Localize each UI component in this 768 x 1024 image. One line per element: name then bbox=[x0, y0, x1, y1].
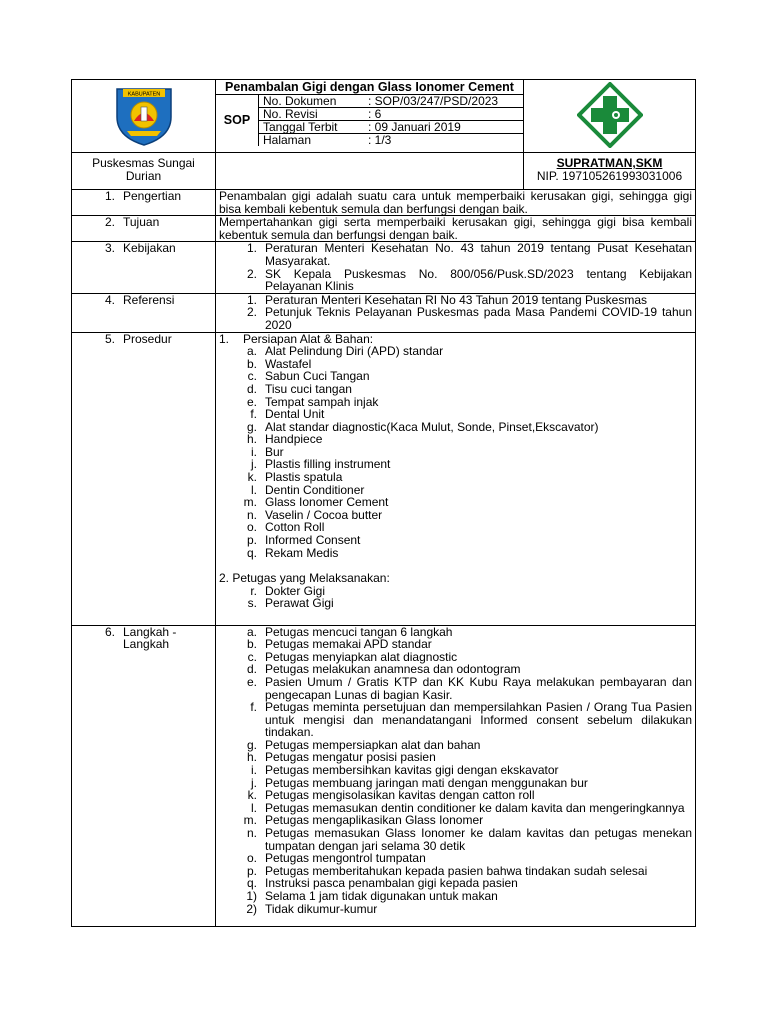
tujuan-text: Mempertahankan gigi serta memperbaiki kerusakan gigi, sehingga gigi bisa kembali kebentuk semula dan berfungsi dengan baik. bbox=[216, 216, 696, 242]
list-item bbox=[219, 827, 692, 852]
item-text: Vaselin / Cocoa butter bbox=[265, 507, 383, 522]
section-kebijakan bbox=[72, 242, 696, 293]
section-label: Kebijakan bbox=[123, 241, 176, 256]
section-referensi bbox=[72, 293, 696, 332]
item-marker: f. bbox=[250, 700, 257, 715]
section-tujuan bbox=[72, 216, 696, 242]
item-text: Bur bbox=[265, 444, 284, 459]
list-item bbox=[219, 471, 692, 484]
list-item bbox=[219, 383, 692, 396]
item-text: Tempat sampah injak bbox=[265, 394, 379, 409]
section-label: Pengertian bbox=[123, 189, 182, 203]
item-marker: f. bbox=[250, 407, 257, 422]
item-marker: d. bbox=[246, 381, 257, 396]
item-text: Instruksi pasca penambalan gigi kepada pasien bbox=[265, 876, 518, 891]
item-marker: n. bbox=[246, 826, 257, 841]
section-pengertian bbox=[72, 190, 696, 216]
meta-key: Halaman bbox=[263, 133, 312, 147]
list-item bbox=[219, 903, 692, 916]
item-marker: i. bbox=[251, 763, 257, 778]
item-text: Perawat Gigi bbox=[265, 596, 334, 611]
section-number: 5. bbox=[104, 331, 115, 346]
item-marker: k. bbox=[247, 788, 257, 803]
instruksi-list bbox=[219, 890, 692, 915]
section-prosedur bbox=[72, 332, 696, 625]
referensi-list bbox=[219, 294, 692, 332]
org-cell bbox=[72, 153, 216, 190]
item-text: Petugas memasukan Glass Ionomer ke dalam kavitas dan petugas menekan tumpatan dengan jari selama 30 detik bbox=[265, 826, 692, 853]
section-number: 6. bbox=[104, 624, 115, 639]
item-text: Petugas menyiapkan alat diagnostic bbox=[265, 649, 458, 664]
prosedur-heading-1: Persiapan Alat & Bahan: bbox=[243, 331, 374, 346]
list-item bbox=[219, 676, 692, 701]
langkah-list bbox=[219, 626, 692, 890]
header-row bbox=[72, 80, 696, 153]
item-marker: n. bbox=[246, 507, 257, 522]
document-title: Penambalan Gigi dengan Glass Ionomer Cement bbox=[216, 80, 523, 95]
item-text: Petugas meminta persetujuan dan mempersilahkan Pasien / Orang Tua Pasien untuk mengisi dan menandatangani Informed consent sebelum dilakukan tindakan. bbox=[265, 700, 692, 740]
item-marker: c. bbox=[247, 649, 257, 664]
list-item bbox=[219, 534, 692, 547]
section-label: Referensi bbox=[123, 292, 175, 307]
meta-key: No. Dokumen bbox=[263, 94, 337, 108]
item-marker: 1) bbox=[246, 889, 257, 903]
list-item bbox=[219, 496, 692, 509]
list-item bbox=[219, 408, 692, 421]
item-text: Tidak dikumur-kumur bbox=[265, 901, 378, 916]
list-item bbox=[219, 890, 692, 903]
item-text: Petugas melakukan anamnesa dan odontogram bbox=[265, 662, 521, 677]
meta-row bbox=[258, 120, 523, 133]
meta-rows bbox=[258, 95, 523, 146]
signer-nip: NIP. 197105261993031006 bbox=[536, 168, 683, 183]
item-marker: q. bbox=[246, 876, 257, 891]
section-langkah bbox=[72, 625, 696, 926]
prosedur-heading-2: 2. Petugas yang Melaksanakan: bbox=[219, 571, 390, 586]
item-text: Wastafel bbox=[265, 356, 312, 371]
item-marker: b. bbox=[246, 356, 257, 371]
item-text: Sabun Cuci Tangan bbox=[265, 369, 370, 384]
item-text: Dental Unit bbox=[265, 407, 325, 422]
item-text: Glass Ionomer Cement bbox=[265, 495, 389, 510]
item-text: Selama 1 jam tidak digunakan untuk makan bbox=[265, 889, 498, 903]
item-marker: s. bbox=[247, 596, 257, 611]
item-text: Pasien Umum / Gratis KTP dan KK Kubu Raya melakukan pembayaran dan pengecapan Lunas di bagian Kasir. bbox=[265, 674, 692, 702]
item-marker: i. bbox=[251, 444, 257, 459]
section-number: 4. bbox=[104, 292, 115, 307]
left-logo-cell bbox=[72, 80, 216, 153]
item-marker: g. bbox=[246, 419, 257, 434]
item-text: Tisu cuci tangan bbox=[265, 381, 352, 396]
meta-block bbox=[216, 95, 523, 146]
item-text: Dokter Gigi bbox=[265, 583, 326, 598]
item-text: Petugas memakai APD standar bbox=[265, 637, 432, 652]
signer-cell bbox=[524, 153, 696, 190]
item-marker: o. bbox=[246, 520, 257, 535]
item-marker: p. bbox=[246, 863, 257, 878]
section-number: 3. bbox=[104, 241, 115, 256]
item-marker: e. bbox=[246, 394, 257, 409]
item-marker: q. bbox=[246, 545, 257, 560]
meta-key: No. Revisi bbox=[263, 107, 318, 121]
item-marker: l. bbox=[251, 482, 257, 497]
title-cell bbox=[216, 80, 524, 153]
list-item bbox=[219, 764, 692, 777]
meta-value: : SOP/03/247/PSD/2023 bbox=[368, 94, 499, 108]
item-text: Plastis spatula bbox=[265, 470, 343, 485]
item-marker: m. bbox=[243, 495, 257, 510]
item-text: Petugas membersihkan kavitas gigi dengan ekskavator bbox=[265, 763, 559, 778]
org-name: Puskesmas Sungai Durian bbox=[92, 156, 195, 183]
item-text: Cotton Roll bbox=[265, 520, 325, 535]
item-text: Petugas mencuci tangan 6 langkah bbox=[265, 624, 453, 639]
item-marker: d. bbox=[246, 662, 257, 677]
list-item bbox=[219, 638, 692, 651]
meta-key: Tanggal Terbit bbox=[263, 120, 338, 134]
item-text: Petugas mengatur posisi pasien bbox=[265, 750, 436, 765]
signer-name: SUPRATMAN,SKM bbox=[556, 156, 663, 170]
sop-document bbox=[71, 79, 695, 927]
item-marker: h. bbox=[246, 432, 257, 447]
item-text: Dentin Conditioner bbox=[265, 482, 365, 497]
list-item: 2. Petunjuk Teknis Pelayanan Puskesmas pada Masa Pandemi COVID-19 tahun 2020 bbox=[246, 305, 692, 332]
puskesmas-logo bbox=[577, 82, 643, 148]
item-marker: j. bbox=[251, 457, 257, 472]
kebijakan-list bbox=[219, 242, 692, 292]
pengertian-text: Penambalan gigi adalah suatu cara untuk memperbaiki kerusakan gigi, sehingga gigi bisa kembali kebentuk semula dan berfungsi dengan baik. bbox=[216, 190, 696, 216]
list-item bbox=[219, 433, 692, 446]
item-marker: k. bbox=[247, 470, 257, 485]
section-label: Langkah - Langkah bbox=[123, 624, 177, 652]
sop-table bbox=[71, 79, 696, 927]
list-item: 1. Peraturan Menteri Kesehatan No. 43 tahun 2019 tentang Pusat Kesehatan Masyarakat. bbox=[246, 241, 692, 268]
item-text: Petugas memasukan dentin conditioner ke dalam kavita dan mengeringkannya bbox=[265, 800, 685, 815]
section-number: 2. bbox=[104, 215, 115, 230]
empty-cell bbox=[216, 153, 524, 190]
item-text: Informed Consent bbox=[265, 533, 361, 548]
section-number: 1. bbox=[104, 189, 115, 203]
item-marker: 2) bbox=[246, 901, 257, 916]
item-marker: o. bbox=[246, 851, 257, 866]
petugas-list bbox=[219, 585, 692, 610]
section-label: Prosedur bbox=[123, 331, 172, 346]
item-text: Rekam Medis bbox=[265, 545, 339, 560]
item-marker: g. bbox=[246, 737, 257, 752]
item-marker: a. bbox=[246, 624, 257, 639]
list-item bbox=[219, 547, 692, 560]
list-item: 1. Peraturan Menteri Kesehatan RI No 43 Tahun 2019 tentang Puskesmas bbox=[246, 292, 648, 307]
prosedur-list bbox=[219, 345, 692, 559]
heading-number: 1. bbox=[219, 331, 230, 346]
item-marker: c. bbox=[247, 369, 257, 384]
item-marker: b. bbox=[246, 637, 257, 652]
item-marker: l. bbox=[251, 800, 257, 815]
list-item bbox=[219, 597, 692, 610]
item-marker: p. bbox=[246, 533, 257, 548]
item-text: Alat Pelindung Diri (APD) standar bbox=[265, 344, 444, 359]
item-text: Petugas membuang jaringan mati dengan menggunakan bur bbox=[265, 775, 588, 790]
item-text: Handpiece bbox=[265, 432, 323, 447]
item-text: Petugas mengaplikasikan Glass Ionomer bbox=[265, 813, 484, 828]
meta-value: : 6 bbox=[368, 107, 382, 121]
item-text: Petugas memberitahukan kepada pasien bahwa tindakan sudah selesai bbox=[265, 863, 648, 878]
list-item bbox=[219, 789, 692, 802]
list-item: 2. SK Kepala Puskesmas No. 800/056/Pusk.SD/2023 tentang Kebijakan Pelayanan Klinis bbox=[246, 266, 692, 294]
meta-value: : 1/3 bbox=[368, 133, 392, 147]
item-marker: a. bbox=[246, 344, 257, 359]
list-item bbox=[219, 345, 692, 358]
section-label: Tujuan bbox=[123, 215, 160, 230]
list-item bbox=[219, 701, 692, 739]
item-text: Petugas mengontrol tumpatan bbox=[265, 851, 426, 866]
item-text: Alat standar diagnostic(Kaca Mulut, Sonde, Pinset,Ekscavator) bbox=[265, 419, 599, 434]
item-marker: e. bbox=[246, 674, 257, 689]
item-text: Petugas mempersiapkan alat dan bahan bbox=[265, 737, 481, 752]
list-item bbox=[219, 852, 692, 865]
org-row bbox=[72, 153, 696, 190]
right-logo-cell bbox=[524, 80, 696, 153]
item-marker: j. bbox=[251, 775, 257, 790]
meta-row bbox=[258, 95, 523, 107]
logo-text: KABUPATEN bbox=[127, 91, 160, 98]
meta-value: : 09 Januari 2019 bbox=[368, 120, 461, 134]
item-marker: m. bbox=[243, 813, 257, 828]
sop-label: SOP bbox=[223, 113, 251, 128]
kabupaten-logo bbox=[109, 83, 179, 147]
item-text: Petugas mengisolasikan kavitas dengan catton roll bbox=[265, 788, 535, 803]
item-marker: r. bbox=[250, 583, 257, 598]
meta-row bbox=[258, 107, 523, 120]
item-marker: h. bbox=[246, 750, 257, 765]
meta-row bbox=[258, 133, 523, 146]
item-text: Plastis filling instrument bbox=[265, 457, 391, 472]
